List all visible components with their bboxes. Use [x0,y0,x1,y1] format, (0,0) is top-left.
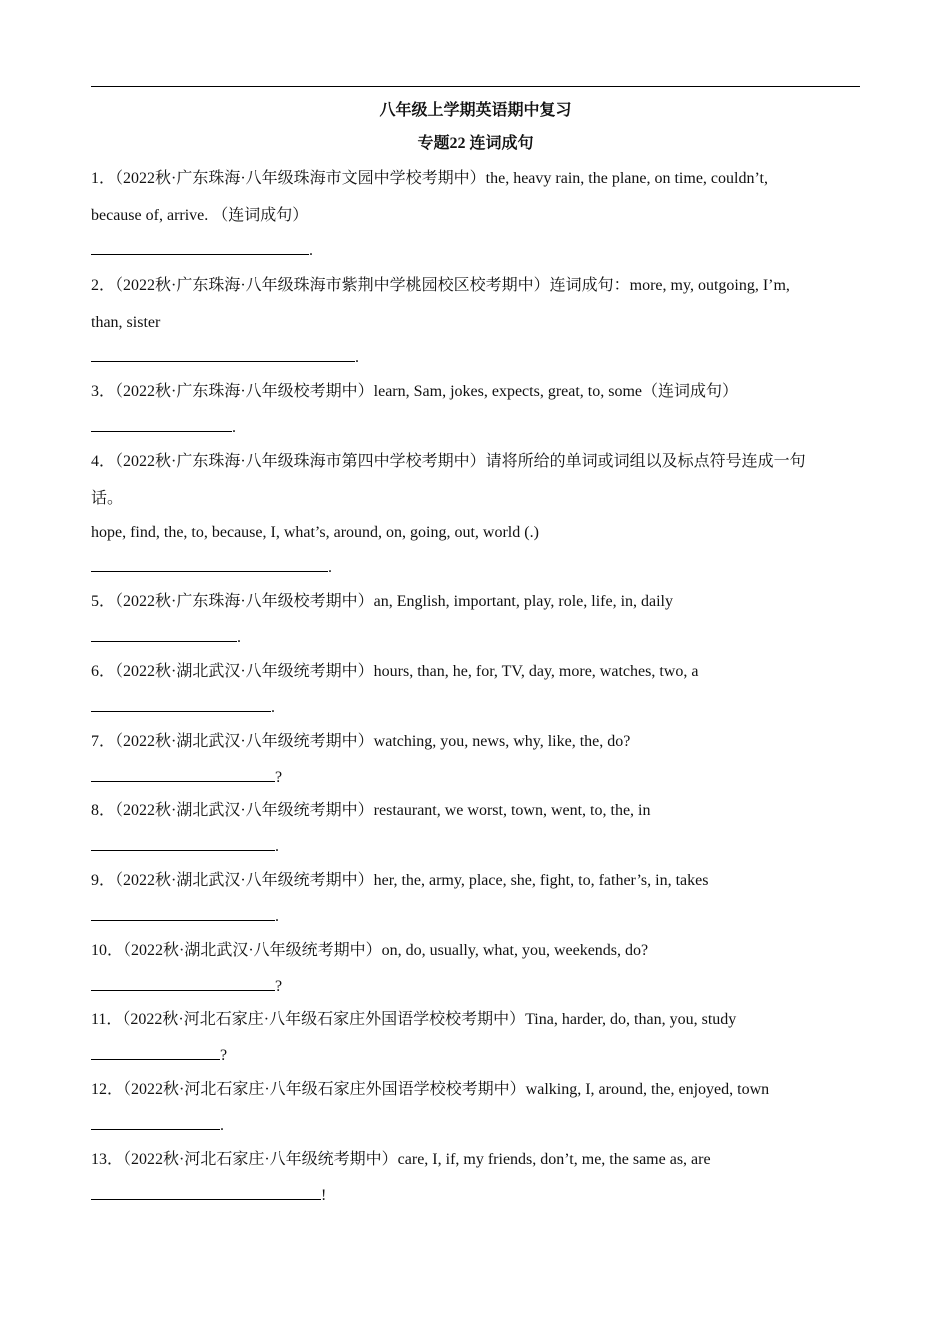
answer-blank-4[interactable] [91,557,328,572]
answer-blank-1[interactable] [91,240,309,255]
answer-line-7 [91,767,282,788]
question-5-line-1: 5．（2022秋·广东珠海·八年级校考期中）an, English, important, play, role, life, in, daily [91,593,674,610]
answer-line-11 [91,1045,227,1066]
answer-line-8 [91,836,279,857]
question-11-line-1: 11．（2022秋·河北石家庄·八年级石家庄外国语学校校考期中）Tina, harder, do, than, you, study [91,1011,737,1028]
question-3-line-1: 3．（2022秋·广东珠海·八年级校考期中）learn, Sam, jokes, expects, great, to, some（连词成句） [91,383,739,400]
answer-end-punct: . [237,629,241,646]
question-2-line-2: than, sister [91,314,161,331]
answer-blank-10[interactable] [91,976,275,991]
answer-line-10 [91,976,282,997]
answer-end-punct: . [271,699,275,716]
answer-blank-9[interactable] [91,906,275,921]
answer-end-punct: . [220,1117,224,1134]
answer-end-punct: . [232,419,236,436]
answer-end-punct: ! [321,1187,327,1204]
answer-blank-6[interactable] [91,697,271,712]
answer-line-3 [91,417,236,438]
answer-end-punct: . [309,242,313,259]
answer-end-punct: . [275,838,279,855]
answer-blank-5[interactable] [91,627,237,642]
header-rule [91,86,860,87]
question-2-line-1: 2．（2022秋·广东珠海·八年级珠海市紫荆中学桃园校区校考期中）连词成句：more, my, outgoing, I’m, [91,277,790,294]
question-4-line-1: 4．（2022秋·广东珠海·八年级珠海市第四中学校考期中）请将所给的单词或词组以及标点符号连成一句 [91,453,806,470]
answer-blank-12[interactable] [91,1115,220,1130]
answer-blank-3[interactable] [91,417,232,432]
page-title: 八年级上学期英语期中复习 [379,102,572,119]
question-1-line-2: because of, arrive. （连词成句） [91,207,309,224]
answer-line-4 [91,557,332,578]
question-8-line-1: 8．（2022秋·湖北武汉·八年级统考期中）restaurant, we worst, town, went, to, the, in [91,802,651,819]
answer-line-5 [91,627,241,648]
answer-blank-11[interactable] [91,1045,220,1060]
answer-end-punct: ? [275,978,283,995]
answer-end-punct: . [355,349,359,366]
answer-end-punct: ? [220,1047,228,1064]
answer-end-punct: ? [275,769,283,786]
answer-line-1 [91,240,313,261]
answer-blank-2[interactable] [91,347,355,362]
answer-line-12 [91,1115,224,1136]
answer-blank-8[interactable] [91,836,275,851]
answer-blank-13[interactable] [91,1185,321,1200]
question-7-line-1: 7．（2022秋·湖北武汉·八年级统考期中）watching, you, news, why, like, the, do? [91,733,631,750]
question-4-line-2: 话。 [91,490,124,507]
answer-line-2 [91,347,359,368]
question-13-line-1: 13．（2022秋·河北石家庄·八年级统考期中）care, I, if, my friends, don’t, me, the same as, are [91,1151,711,1168]
page-subtitle: 专题22 连词成句 [417,135,534,152]
answer-end-punct: . [328,559,332,576]
answer-end-punct: . [275,908,279,925]
question-9-line-1: 9．（2022秋·湖北武汉·八年级统考期中）her, the, army, place, she, fight, to, father’s, in, takes [91,872,709,889]
question-10-line-1: 10．（2022秋·湖北武汉·八年级统考期中）on, do, usually, what, you, weekends, do? [91,942,649,959]
question-6-line-1: 6．（2022秋·湖北武汉·八年级统考期中）hours, than, he, for, TV, day, more, watches, two, a [91,663,699,680]
answer-line-6 [91,697,275,718]
answer-line-9 [91,906,279,927]
question-4-line-3: hope, find, the, to, because, I, what’s, around, on, going, out, world (.) [91,524,539,541]
answer-blank-7[interactable] [91,767,275,782]
answer-line-13 [91,1185,326,1206]
question-12-line-1: 12．（2022秋·河北石家庄·八年级石家庄外国语学校校考期中）walking, I, around, the, enjoyed, town [91,1081,770,1098]
question-1-line-1: 1．（2022秋·广东珠海·八年级珠海市文园中学校考期中）the, heavy rain, the plane, on time, couldn’t, [91,170,768,187]
